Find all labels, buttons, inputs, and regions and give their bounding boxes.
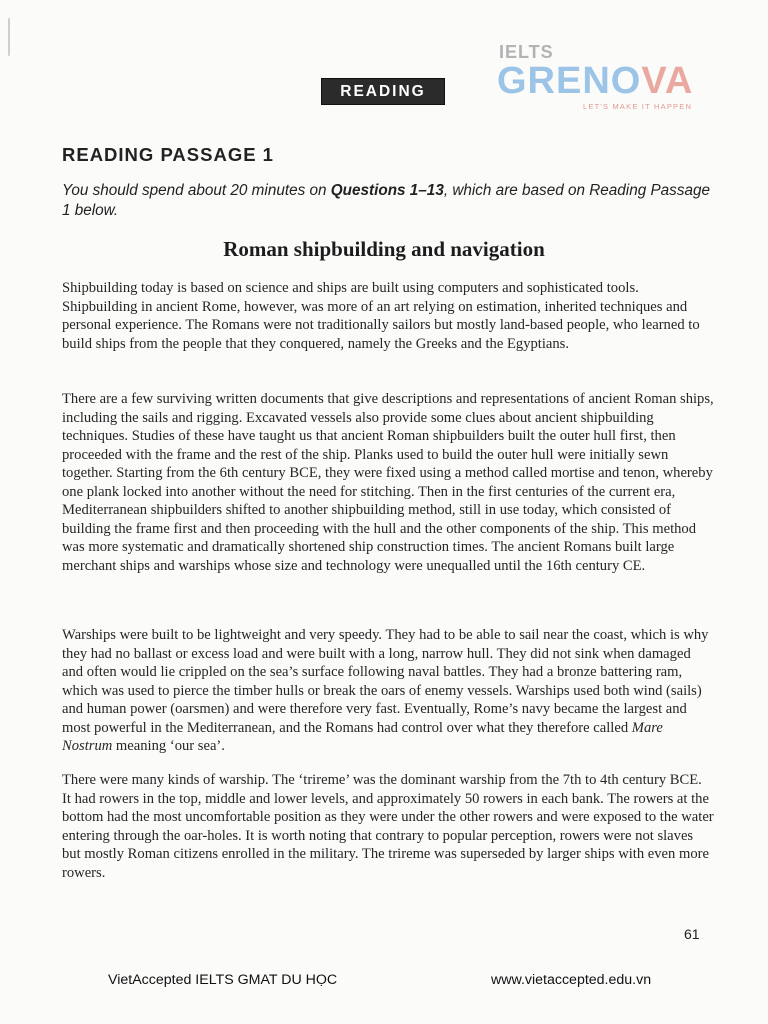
brand-logo [497,42,712,116]
logo-part-2: NO [582,60,642,102]
scan-artifact [8,18,10,56]
logo-part-3: VA [641,60,694,102]
logo-wordmark [497,60,693,103]
instructions-questions: Questions 1–13 [330,182,444,199]
section-tag-label: READING [340,82,426,100]
instructions-text-pre: You should spend about 20 minutes on [62,182,331,199]
footer-url: www.vietaccepted.edu.vn [491,972,652,988]
section-tag [321,78,445,105]
paragraph-3-text: Warships were built to be lightweight and very speedy. They had to be able to sail near the coast, which is why they had no ballast or excess load and were built with a long, narrow hull. They did not sink when damaged and often would lie crippled on the sea’s surface following naval battles. They had a bronze battering ram, which was used to pierce the timber hulls or break the oars of enemy vessels. Warships used both wind (sails) and human power (oarsmen) and were therefore very fast. Eventually, Rome’s navy became the largest and most powerful in the Mediterranean, and the Romans had control over what they therefore called [62,627,709,736]
footer-brand: VietAccepted IELTS GMAT DU HỌC [108,972,338,988]
paragraph-3 [62,626,714,756]
paragraph-3-end: meaning ‘our sea’. [112,738,225,754]
paragraph-2: There are a few surviving written documents that give descriptions and representations of ancient Roman ships, including the sails and rigging. Excavated vessels also provide some clues about ancient shipbuilding techniques. Studies of these have taught us that ancient Roman shipbuilders built the outer hull first, then proceeded with the frame and the rest of the ship. Planks used to build the outer hull were initially sewn together. Starting from the 6th century BCE, they were fixed using a method called mortise and tenon, whereby one plank locked into another without the need for stitching. Then in the first centuries of the current era, Mediterranean shipbuilders shifted to another shipbuilding method, still in use today, which consisted of building the frame first and then proceeding with the hull and the other components of the ship. This method was more systematic and dramatically shortened ship construction times. The ancient Romans built large merchant ships and warships whose size and technology were unequalled until the 16th century CE. [62,391,714,574]
mare-nostrum-term: Mare Nostrum [62,719,663,754]
logo-ielts-text: IELTS [499,42,554,62]
instructions-text-post: , which are based on Reading Passage 1 below. [62,182,710,219]
logo-part-1: GRE [497,60,583,102]
passage-title: Roman shipbuilding and navigation [223,237,545,261]
page-number: 61 [684,926,700,942]
paragraph-1: Shipbuilding today is based on science and ships are built using computers and sophisticated tools. Shipbuilding in ancient Rome, however, was more of an art relying on estimation, inherited techniques and personal experience. The Romans were not traditionally sailors but mostly land-based people, who learned to build ships from the people that they conquered, namely the Greeks and the Egyptians. [62,280,700,352]
passage-heading: READING PASSAGE 1 [62,144,274,165]
passage-instructions [62,181,722,221]
paragraph-4: There were many kinds of warship. The ‘trireme’ was the dominant warship from the 7th to 4th century BCE. It had rowers in the top, middle and lower levels, and approximately 50 rowers in each bank. The rowers at the bottom had the most uncomfortable position as they were under the other rowers and were exposed to the water entering through the oar-holes. It is worth noting that contrary to popular perception, rowers were not slaves but mostly Roman citizens enrolled in the military. The trireme was superseded by larger ships with even more rowers. [62,772,714,881]
logo-tagline: LET'S MAKE IT HAPPEN [583,102,693,111]
